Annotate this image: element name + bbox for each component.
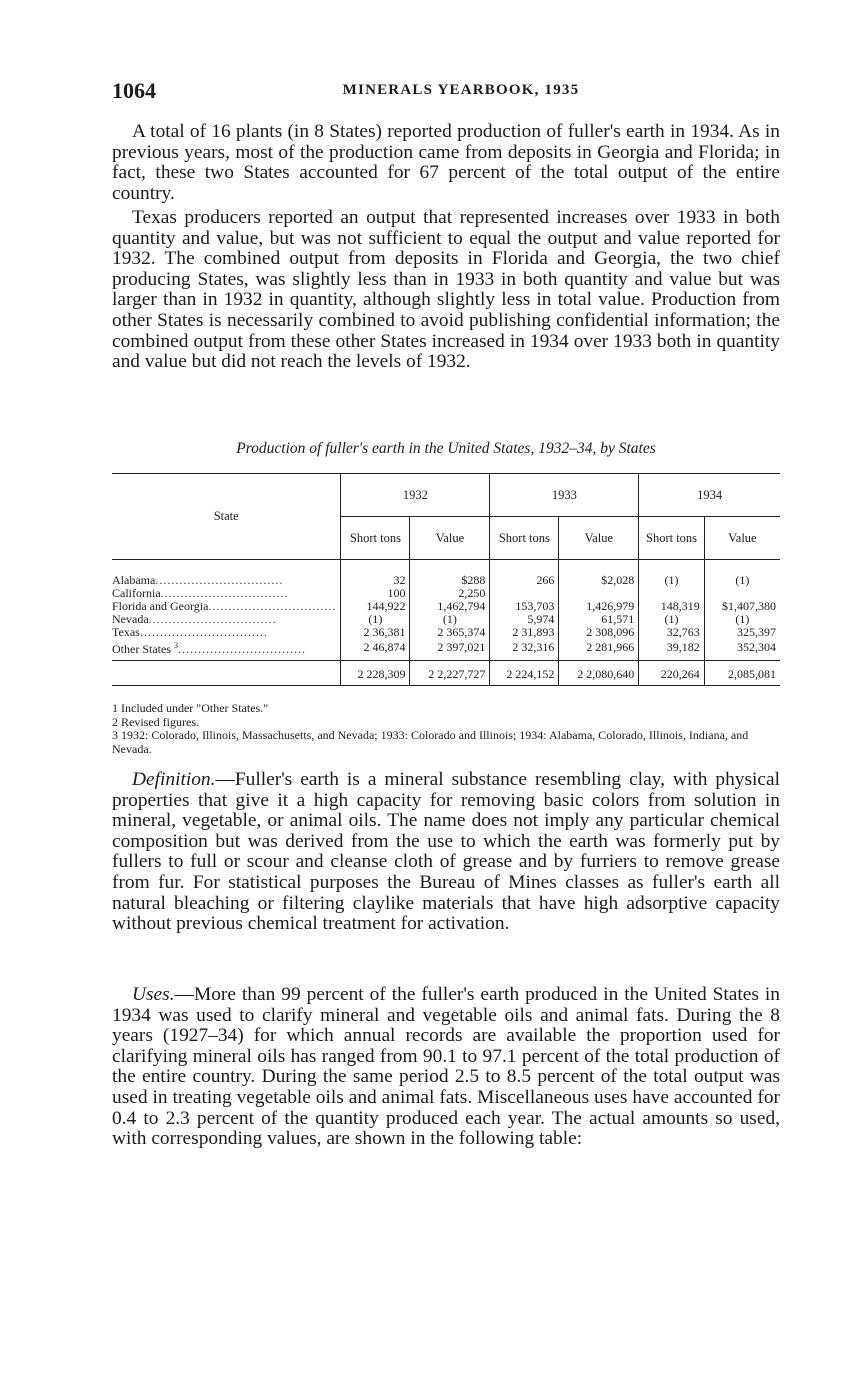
data-cell: $288: [410, 560, 490, 588]
footnote-2: 2 Revised figures.: [112, 714, 199, 729]
data-cell: 2 32,316: [490, 639, 559, 656]
state-cell: Other States $^3$................................: [112, 641, 306, 656]
total-cell: 2 228,309: [341, 661, 410, 686]
data-cell: (1): [410, 613, 490, 626]
total-cell: 2 224,152: [490, 661, 559, 686]
table-row: [112, 560, 780, 588]
data-cell: $1,407,380: [704, 600, 780, 613]
production-table: [112, 473, 780, 686]
data-cell: 32,763: [639, 626, 704, 639]
paragraph-text: Texas producers reported an output that represented increases over 1933 in both quantity and value, but was not sufficient to equal the output and value reported for 1932. The combined output from deposits in Florida and Georgia, the two chief producing States, was slightly less than in 1933 in both quantity and value but was larger than in 1932 in quantity, although slightly less in total value. Production from other States is necessarily combined to avoid publishing confidential information; the combined output from these other States increased in 1934 over 1933 both in quantity and value but did not reach the levels of 1932.: [112, 207, 780, 373]
uses-lead: Uses.: [132, 984, 175, 1005]
data-cell: 2 397,021: [410, 639, 490, 656]
total-cell: 2,085,081: [704, 661, 780, 686]
value-header: Value: [559, 517, 639, 560]
short-tons-header: Short tons: [341, 517, 410, 560]
paragraph-plants: [112, 122, 780, 204]
total-cell: 2 2,227,727: [410, 661, 490, 686]
data-cell: (1): [639, 613, 704, 626]
state-cell: Nevada................................: [112, 613, 277, 626]
running-head: MINERALS YEARBOOK, 1935: [342, 82, 580, 98]
state-cell: Texas................................: [112, 626, 268, 639]
paragraph-definition: [112, 770, 780, 935]
paragraph-texas: [112, 208, 780, 373]
data-cell: 5,974: [490, 613, 559, 626]
data-cell: 100: [341, 587, 410, 600]
uses-text: —More than 99 percent of the fuller's earth produced in the United States in 1934 was used to clarify mineral and vegetable oils and animal fats. During the 8 years (1927–34) for which annual records are available the proportion used for clarifying mineral oils has ranged from 90.1 to 97.1 percent of the total production of the entire country. During the same period 2.5 to 8.5 percent of the total output was used in treating vegetable oils and animal fats. Miscellaneous uses have accounted for 0.4 to 2.3 percent of the quantity produced each year. The actual amounts so used, with corresponding values, are shown in the following table:: [112, 984, 780, 1150]
table-caption: Production of fuller's earth in the United States, 1932–34, by States: [236, 440, 656, 457]
footnote-1: 1 Included under "Other States.": [112, 701, 269, 715]
data-cell: (1): [704, 613, 780, 626]
data-cell: 148,319: [639, 600, 704, 613]
data-cell: 153,703: [490, 600, 559, 613]
paragraph-uses: [112, 985, 780, 1150]
data-cell: 32: [341, 560, 410, 588]
data-cell: (1): [341, 613, 410, 626]
definition-lead: Definition.: [132, 769, 216, 790]
year-header-1933: 1933: [490, 474, 639, 517]
table-footnotes: [112, 702, 780, 756]
footnote-3: 3 1932: Colorado, Illinois, Massachusetts, and Nevada; 1933: Colorado and Illinois; 1934: Alabama, Colorado, Illinois, Indiana, and Nevada.: [112, 728, 749, 756]
data-cell: 61,571: [559, 613, 639, 626]
state-column-header: State: [112, 474, 341, 560]
data-cell: 2 365,374: [410, 626, 490, 639]
state-cell: Florida and Georgia................................: [112, 600, 337, 613]
total-cell: 220,264: [639, 661, 704, 686]
value-header: Value: [704, 517, 780, 560]
data-cell: 39,182: [639, 639, 704, 656]
table-total-row: [112, 661, 780, 686]
data-cell: 2 308,096: [559, 626, 639, 639]
data-cell: (1): [639, 560, 704, 588]
year-header-1934: 1934: [639, 474, 780, 517]
short-tons-header: Short tons: [490, 517, 559, 560]
page-number: 1064: [112, 78, 156, 103]
data-cell: 325,397: [704, 626, 780, 639]
data-cell: $2,028: [559, 560, 639, 588]
table-row: [112, 626, 780, 639]
data-cell: 2 36,381: [341, 626, 410, 639]
data-cell: 266: [490, 560, 559, 588]
footnote-marker: 3: [174, 641, 178, 650]
data-cell: 1,426,979: [559, 600, 639, 613]
total-label-cell: [112, 661, 341, 686]
data-cell: 2,250: [410, 587, 490, 600]
state-cell: Alabama................................: [112, 573, 284, 587]
data-cell: 2 281,966: [559, 639, 639, 656]
paragraph-text: A total of 16 plants (in 8 States) reported production of fuller's earth in 1934. As in previous years, most of the production came from deposits in Georgia and Florida; in fact, these two States accounted for 67 percent of the total output of the entire country.: [112, 121, 780, 204]
definition-text: —Fuller's earth is a mineral substance resembling clay, with physical properties that give it a high capacity for removing basic colors from solution in mineral, vegetable, or animal oils. The name does not imply any particular chemical composition but was derived from the use to which the earth was formerly put by fullers to full or scour and cleanse cloth of grease and by furriers to remove grease from fur. For statistical purposes the Bureau of Mines classes as fuller's earth all natural bleaching or filtering claylike materials that have high adsorptive capacity without previous chemical treatment for activation.: [112, 769, 780, 935]
year-header-1932: 1932: [341, 474, 490, 517]
state-cell: California................................: [112, 587, 289, 600]
data-cell: 1,462,794: [410, 600, 490, 613]
data-cell: 2 46,874: [341, 639, 410, 656]
short-tons-header: Short tons: [639, 517, 704, 560]
data-cell: 2 31,893: [490, 626, 559, 639]
value-header: Value: [410, 517, 490, 560]
table-row: [112, 639, 780, 656]
data-cell: 144,922: [341, 600, 410, 613]
data-cell: (1): [704, 560, 780, 588]
data-cell: 352,304: [704, 639, 780, 656]
total-cell: 2 2,080,640: [559, 661, 639, 686]
page-header: [112, 78, 780, 108]
